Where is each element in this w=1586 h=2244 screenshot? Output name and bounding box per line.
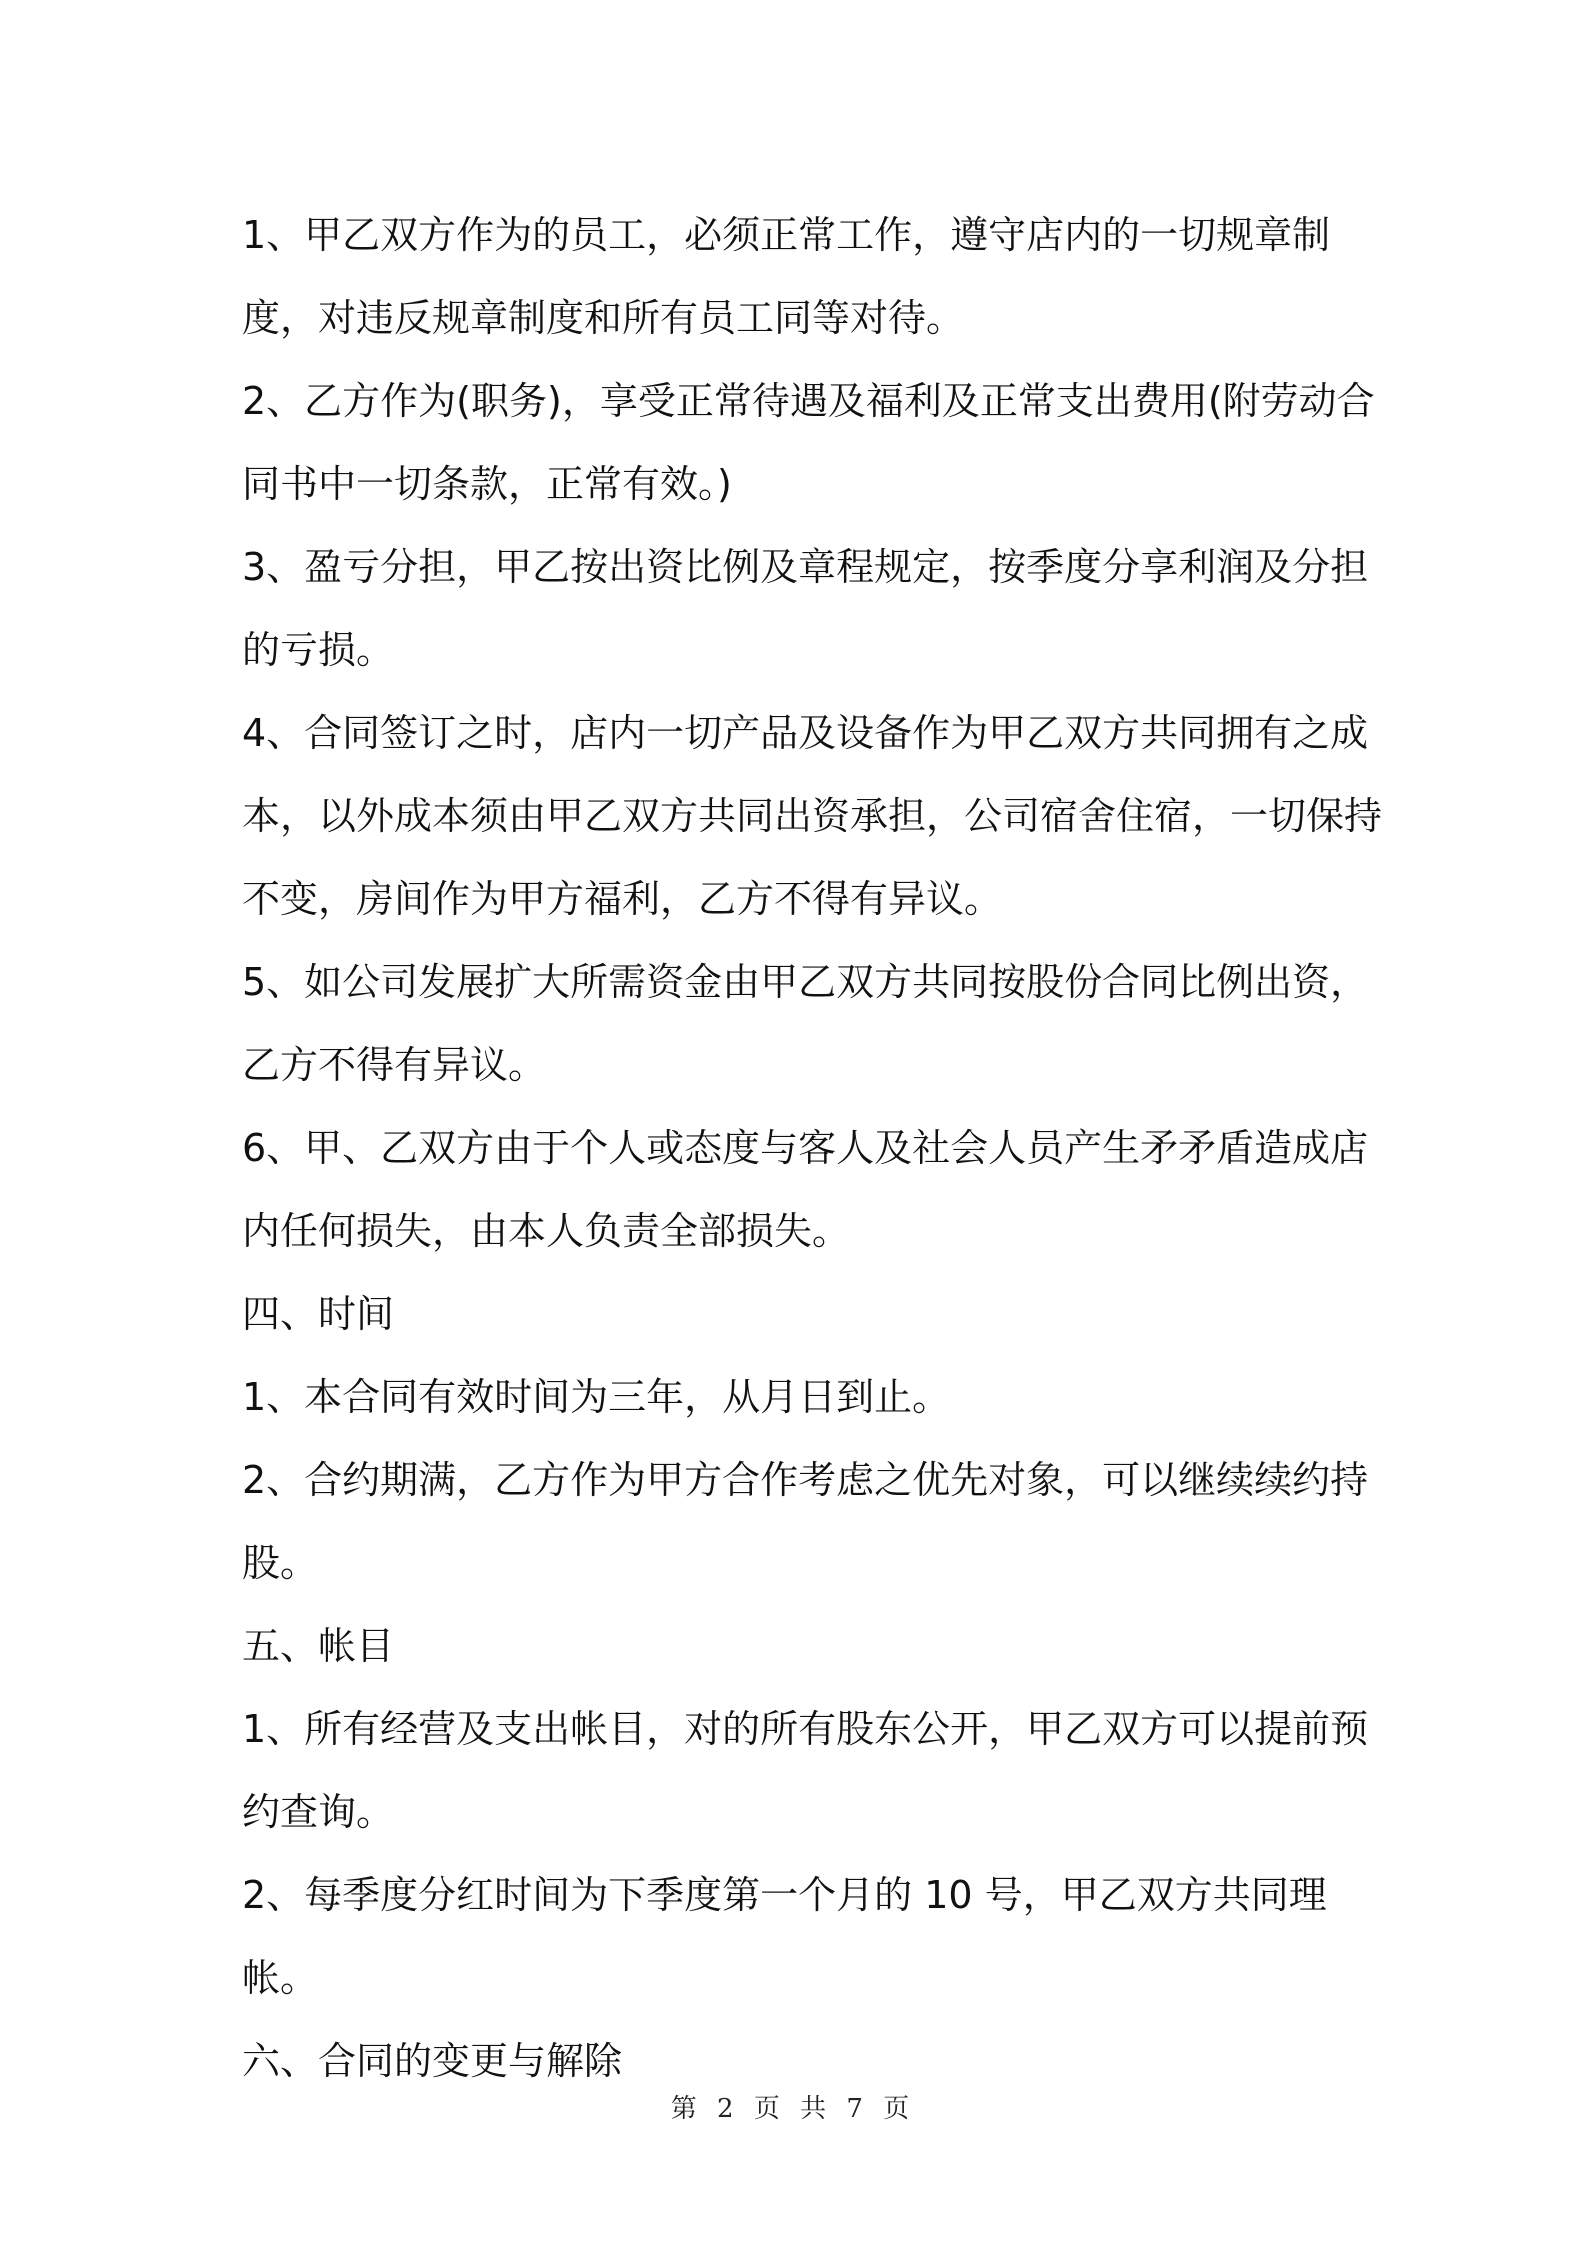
paragraph-2: 2、乙方作为(职务)，享受正常待遇及福利及正常支出费用(附劳动合同书中一切条款，正常有效。): [242, 379, 1375, 506]
paragraph-5: 5、如公司发展扩大所需资金由甲乙双方共同按股份合同比例出资，乙方不得有异议。: [242, 960, 1369, 1087]
paragraph-8: 2、合约期满，乙方作为甲方合作考虑之优先对象，可以继续续约持股。: [242, 1458, 1369, 1585]
paragraph-4: 4、合同签订之时，店内一切产品及设备作为甲乙双方共同拥有之成本，以外成本须由甲乙双方共同出资承担，公司宿舍住宿，一切保持不变，房间作为甲方福利，乙方不得有异议。: [242, 711, 1383, 921]
document-body: [242, 194, 1382, 2103]
paragraph-10: 2、每季度分红时间为下季度第一个月的 10 号，甲乙双方共同理帐。: [242, 1873, 1327, 2000]
section-heading-contract-change: 六、合同的变更与解除: [242, 2039, 623, 2083]
section-heading-time: 四、时间: [242, 1292, 395, 1336]
paragraph-6: 6、甲、乙双方由于个人或态度与客人及社会人员产生矛矛盾造成店内任何损失，由本人负责全部损失。: [242, 1126, 1369, 1253]
paragraph-9: 1、所有经营及支出帐目，对的所有股东公开，甲乙双方可以提前预约查询。: [242, 1707, 1369, 1834]
section-heading-accounts: 五、帐目: [242, 1624, 395, 1668]
paragraph-7: 1、本合同有效时间为三年，从月日到止。: [242, 1375, 951, 1419]
page-number-footer: 第 2 页 共 7 页: [670, 2094, 916, 2124]
paragraph-1: 1、甲乙双方作为的员工，必须正常工作，遵守店内的一切规章制度，对违反规章制度和所有员工同等对待。: [242, 213, 1331, 340]
paragraph-3: 3、盈亏分担，甲乙按出资比例及章程规定，按季度分享利润及分担的亏损。: [242, 545, 1369, 672]
